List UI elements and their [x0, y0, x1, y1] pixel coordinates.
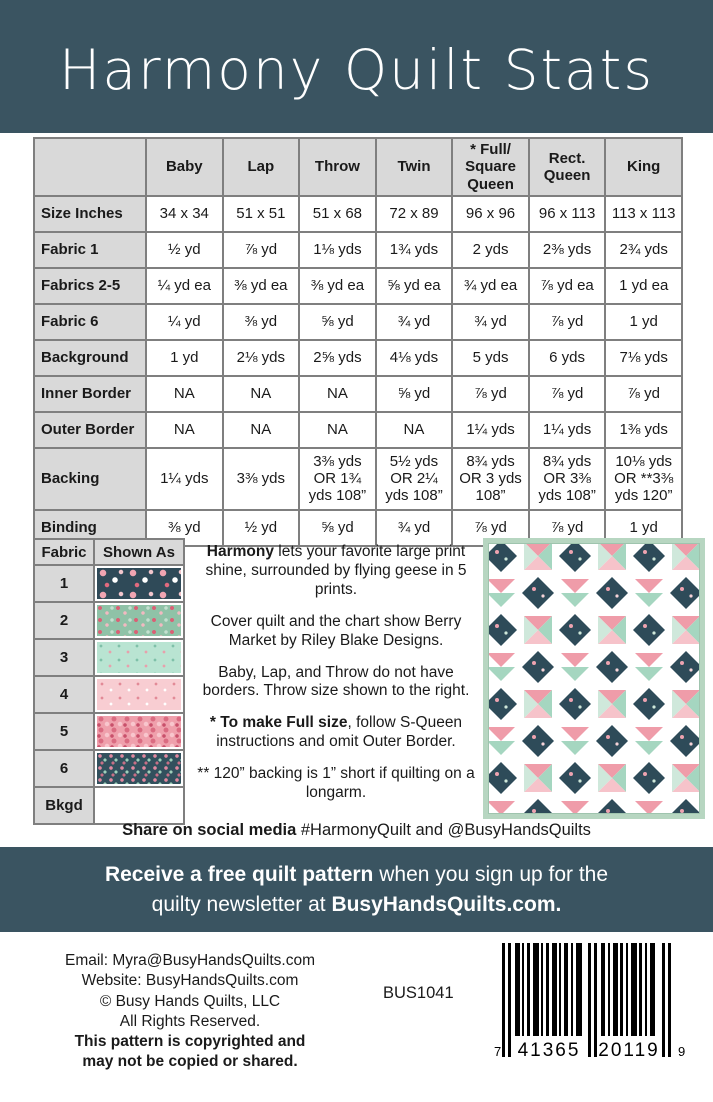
stats-row — [34, 448, 682, 510]
stats-cell: 1¼ yds — [146, 448, 223, 510]
fabric-swatch-2 — [97, 605, 181, 636]
stats-corner-cell — [34, 138, 146, 196]
fabric-number-label: 1 — [34, 565, 94, 602]
stats-table-body — [34, 196, 682, 546]
stats-row-label: Outer Border — [34, 412, 146, 448]
stats-row — [34, 232, 682, 268]
stats-cell: ⅜ yd — [223, 304, 300, 340]
stats-cell: ⅜ yd ea — [299, 268, 376, 304]
contact-bold-line: This pattern is copyrighted and — [74, 1033, 306, 1051]
share-line-bold: Share on social media — [122, 821, 297, 839]
fabric-number-label: Bkgd — [34, 787, 94, 824]
banner-line1-bold: Receive a free quilt pattern — [104, 863, 374, 886]
stats-cell: 96 x 113 — [529, 196, 606, 232]
note-text: Baby, Lap, and Throw do not have borders. Throw size shown to the right. — [202, 663, 470, 700]
stats-cell: 34 x 34 — [146, 196, 223, 232]
fabric-number-label: 6 — [34, 750, 94, 787]
stats-cell: 1⅜ yds — [605, 412, 682, 448]
stats-col-header: Baby — [146, 138, 223, 196]
stats-cell: NA — [376, 412, 453, 448]
note-bold-text: * To make Full size — [209, 714, 348, 732]
stats-cell: 1¼ yds — [452, 412, 529, 448]
stats-table — [33, 137, 683, 547]
fabric-number-label: 5 — [34, 713, 94, 750]
stats-cell: 51 x 51 — [223, 196, 300, 232]
stats-cell: 1 yd — [605, 510, 682, 546]
banner-line-1 — [0, 860, 713, 890]
title-band — [0, 0, 713, 133]
stats-cell: ½ yd — [146, 232, 223, 268]
fabric-row — [34, 639, 184, 676]
stats-row-label: Inner Border — [34, 376, 146, 412]
stats-cell: 7⅛ yds — [605, 340, 682, 376]
stats-row — [34, 196, 682, 232]
note-paragraph — [188, 613, 484, 651]
shown-as-col-header: Shown As — [94, 539, 184, 565]
fabric-table — [33, 538, 185, 825]
fabric-swatch-cell — [94, 639, 184, 676]
stats-cell: 1¼ yds — [529, 412, 606, 448]
fabric-row — [34, 713, 184, 750]
note-paragraph — [188, 664, 484, 702]
stats-row-label: Fabrics 2-5 — [34, 268, 146, 304]
stats-row-label: Fabric 1 — [34, 232, 146, 268]
stats-cell: ¾ yd — [376, 304, 453, 340]
stats-cell: 8¾ yds OR 3⅜ yds 108” — [529, 448, 606, 510]
stats-cell: 3⅜ yds OR 1¾ yds 108” — [299, 448, 376, 510]
contact-line: Email: Myra@BusyHandsQuilts.com — [64, 952, 316, 969]
sku: BUS1041 — [383, 984, 454, 1002]
note-bold-text: Harmony — [206, 543, 274, 560]
stats-cell: ⅞ yd — [452, 510, 529, 546]
barcode-group2: 20119 — [598, 1040, 660, 1061]
stats-cell: ⅞ yd — [529, 510, 606, 546]
barcode-group1: 41365 — [517, 1040, 581, 1061]
stats-cell: ⅞ yd — [529, 304, 606, 340]
stats-cell: 2⅜ yds — [529, 232, 606, 268]
fabric-number-label: 2 — [34, 602, 94, 639]
stats-table-header — [34, 138, 682, 196]
stats-row — [34, 268, 682, 304]
stats-cell: NA — [299, 376, 376, 412]
stats-cell: ½ yd — [223, 510, 300, 546]
stats-cell: NA — [146, 376, 223, 412]
stats-row-label: Binding — [34, 510, 146, 546]
banner-line-2 — [0, 890, 713, 920]
share-line-text: #HarmonyQuilt and @BusyHandsQuilts — [296, 821, 591, 839]
stats-cell: 3⅜ yds — [223, 448, 300, 510]
quilt-image — [483, 538, 705, 819]
stats-row-label: Fabric 6 — [34, 304, 146, 340]
fabric-row — [34, 565, 184, 602]
banner-line1-rest: when you sign up for the — [373, 863, 609, 886]
contact-line: All Rights Reserved. — [119, 1012, 261, 1030]
barcode-right-digit: 9 — [678, 1044, 686, 1059]
fabric-swatch-4 — [97, 679, 181, 710]
stats-cell: 1 yd — [605, 304, 682, 340]
banner-line2-rest: quilty newsletter at — [151, 893, 332, 917]
fabric-swatch-5 — [97, 716, 181, 747]
stats-cell: ⅞ yd — [605, 376, 682, 412]
stats-cell: 5 yds — [452, 340, 529, 376]
stats-cell: 2⅝ yds — [299, 340, 376, 376]
stats-col-header: Throw — [299, 138, 376, 196]
newsletter-banner-text — [0, 847, 713, 921]
fabric-swatch-cell — [94, 713, 184, 750]
stats-cell: 1¾ yds — [376, 232, 453, 268]
banner-line2-bold: BusyHandsQuilts.com. — [331, 893, 562, 917]
note-text: lets your favorite large print shine, surrounded by flying geese in 5 prints. — [205, 543, 467, 598]
stats-cell: 51 x 68 — [299, 196, 376, 232]
fabric-swatch-bkgd — [97, 790, 181, 821]
stats-cell: NA — [223, 412, 300, 448]
stats-cell: ⅞ yd ea — [529, 268, 606, 304]
stats-cell: 1 yd ea — [605, 268, 682, 304]
fabric-swatch-cell — [94, 787, 184, 824]
fabric-row — [34, 750, 184, 787]
stats-cell: 5½ yds OR 2¼ yds 108” — [376, 448, 453, 510]
stats-cell: 113 x 113 — [605, 196, 682, 232]
stats-col-header: Rect. Queen — [529, 138, 606, 196]
quilt-illustration-svg — [483, 538, 705, 819]
stats-cell: NA — [299, 412, 376, 448]
stats-cell: 4⅛ yds — [376, 340, 453, 376]
stats-cell: ⅝ yd — [299, 510, 376, 546]
stats-col-header: * Full/ Square Queen — [452, 138, 529, 196]
stats-col-header: Lap — [223, 138, 300, 196]
stats-cell: ⅞ yd — [223, 232, 300, 268]
note-paragraph — [188, 765, 484, 803]
note-text: , follow S-Queen instructions and omit Outer Border. — [216, 714, 463, 751]
stats-cell: ¼ yd — [146, 304, 223, 340]
fabric-number-label: 4 — [34, 676, 94, 713]
stats-cell: 1 yd — [146, 340, 223, 376]
fabric-swatch-3 — [97, 642, 181, 673]
contact-line: © Busy Hands Quilts, LLC — [99, 992, 281, 1010]
stats-cell: 2⅛ yds — [223, 340, 300, 376]
stats-cell: ¾ yd — [376, 510, 453, 546]
fabric-swatch-1 — [97, 568, 181, 599]
stats-cell: ⅝ yd — [299, 304, 376, 340]
fabric-row — [34, 602, 184, 639]
note-text: ** 120” backing is 1” short if quilting on a longarm. — [197, 765, 475, 802]
barcode-svg — [488, 943, 690, 1077]
fabric-row — [34, 787, 184, 824]
stats-cell: ⅝ yd — [376, 376, 453, 412]
stats-cell: ⅜ yd — [146, 510, 223, 546]
stats-header-row — [34, 138, 682, 196]
stats-cell: 6 yds — [529, 340, 606, 376]
stats-cell: ¾ yd — [452, 304, 529, 340]
fabric-number-label: 3 — [34, 639, 94, 676]
page-title: Harmony Quilt Stats — [59, 38, 654, 102]
stats-cell: ⅝ yd ea — [376, 268, 453, 304]
fabric-swatch-cell — [94, 565, 184, 602]
stats-cell: ⅞ yd — [529, 376, 606, 412]
stats-col-header: King — [605, 138, 682, 196]
stats-cell: 96 x 96 — [452, 196, 529, 232]
stats-row-label: Backing — [34, 448, 146, 510]
stats-cell: ⅜ yd ea — [223, 268, 300, 304]
barcode — [488, 943, 690, 1077]
note-paragraph — [188, 714, 484, 752]
stats-col-header: Twin — [376, 138, 453, 196]
notes — [188, 543, 484, 816]
contact-line: Website: BusyHandsQuilts.com — [81, 972, 299, 990]
stats-cell: NA — [223, 376, 300, 412]
stats-cell: ⅞ yd — [452, 376, 529, 412]
fabric-swatch-cell — [94, 602, 184, 639]
fabric-swatch-cell — [94, 750, 184, 787]
note-paragraph — [188, 543, 484, 600]
stats-cell: 8¾ yds OR 3 yds 108” — [452, 448, 529, 510]
fabric-table-header — [34, 539, 184, 565]
stats-row-label: Background — [34, 340, 146, 376]
fabric-col-header: Fabric — [34, 539, 94, 565]
fabric-swatch-6 — [97, 753, 181, 784]
stats-cell: ¼ yd ea — [146, 268, 223, 304]
stats-cell: 10⅛ yds OR **3⅜ yds 120” — [605, 448, 682, 510]
fabric-table-body — [34, 565, 184, 824]
fabric-header-row — [34, 539, 184, 565]
fabric-swatch-cell — [94, 676, 184, 713]
stats-cell: 2¾ yds — [605, 232, 682, 268]
contact-bold-line: may not be copied or shared. — [82, 1053, 298, 1071]
newsletter-banner — [0, 847, 713, 932]
stats-row — [34, 376, 682, 412]
stats-cell: ¾ yd ea — [452, 268, 529, 304]
note-text: Cover quilt and the chart show Berry Market by Riley Blake Designs. — [210, 612, 462, 649]
footer-contact — [35, 952, 345, 1074]
stats-row — [34, 340, 682, 376]
stats-cell: 2 yds — [452, 232, 529, 268]
stats-cell: 1⅛ yds — [299, 232, 376, 268]
stats-cell: NA — [146, 412, 223, 448]
fabric-row — [34, 676, 184, 713]
share-line — [0, 821, 713, 840]
barcode-left-digit: 7 — [494, 1044, 502, 1059]
stats-row-label: Size Inches — [34, 196, 146, 232]
stats-row — [34, 304, 682, 340]
stats-cell: 72 x 89 — [376, 196, 453, 232]
stats-row — [34, 412, 682, 448]
